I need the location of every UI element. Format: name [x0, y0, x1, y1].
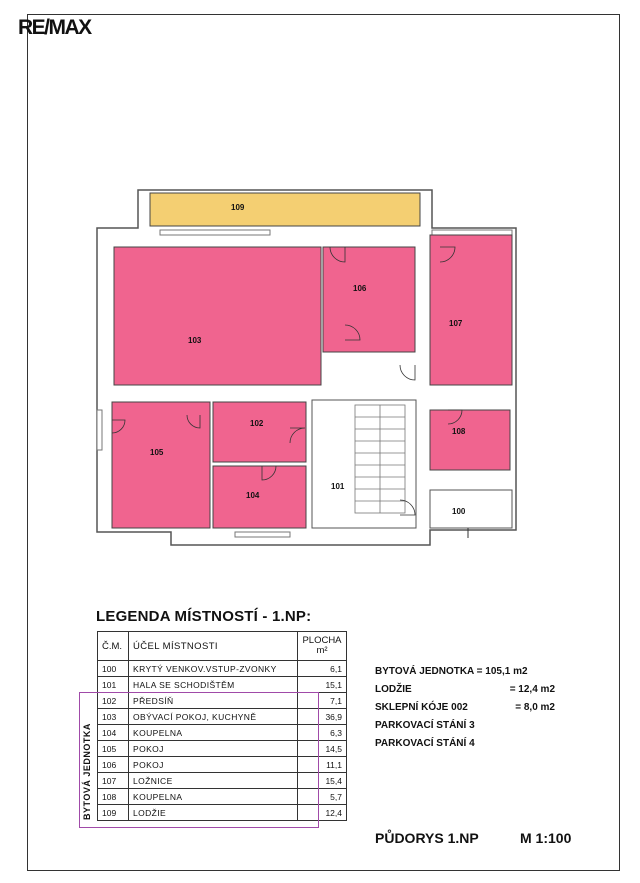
row-use: KOUPELNA [129, 789, 298, 805]
room-104 [213, 466, 306, 528]
header-use: ÚČEL MÍSTNOSTI [129, 632, 298, 661]
summary-row [375, 666, 555, 684]
label-100: 100 [452, 507, 466, 516]
window-bottom-104 [235, 532, 290, 537]
summary-row [375, 702, 555, 720]
row-use: KRYTÝ VENKOV.VSTUP-ZVONKY [129, 661, 298, 677]
unit-bracket [79, 692, 319, 828]
summary-label: PARKOVACÍ STÁNÍ 3 [375, 720, 475, 731]
row-num: 104 [98, 725, 129, 741]
summary-value: = 12,4 m2 [509, 684, 555, 695]
row-num: 105 [98, 741, 129, 757]
row-area: 36,9 [298, 709, 347, 725]
table-row [98, 661, 347, 677]
window-top-107 [432, 230, 512, 235]
room-100 [430, 490, 512, 528]
label-105: 105 [150, 448, 164, 457]
table-row [98, 677, 347, 693]
row-use: HALA SE SCHODIŠTĚM [129, 677, 298, 693]
summary-row [375, 684, 555, 702]
room-106 [323, 247, 415, 352]
label-107: 107 [449, 319, 463, 328]
summary-value: = 8,0 m2 [515, 702, 555, 713]
row-num: 103 [98, 709, 129, 725]
row-use: LOŽNICE [129, 773, 298, 789]
row-num: 101 [98, 677, 129, 693]
label-106: 106 [353, 284, 367, 293]
row-use: PŘEDSÍŇ [129, 693, 298, 709]
summary-row [375, 720, 555, 738]
row-use: OBÝVACÍ POKOJ, KUCHYNĚ [129, 709, 298, 725]
row-num: 106 [98, 757, 129, 773]
header-area-label: PLOCHA [302, 635, 342, 646]
area-summary [375, 666, 555, 756]
room-105 [112, 402, 210, 528]
label-103: 103 [188, 336, 202, 345]
row-area: 11,1 [298, 757, 347, 773]
label-102: 102 [250, 419, 264, 428]
row-use: KOUPELNA [129, 725, 298, 741]
row-use: POKOJ [129, 757, 298, 773]
row-area: 15,1 [298, 677, 347, 693]
label-108: 108 [452, 427, 466, 436]
row-num: 107 [98, 773, 129, 789]
label-101: 101 [331, 482, 345, 491]
label-109: 109 [231, 203, 245, 212]
row-area: 7,1 [298, 693, 347, 709]
remax-logo: RE/MAX [18, 16, 91, 39]
row-num: 108 [98, 789, 129, 805]
row-area: 15,4 [298, 773, 347, 789]
room-109 [150, 193, 420, 226]
row-use: POKOJ [129, 741, 298, 757]
room-101 [312, 400, 416, 528]
summary-label: SKLEPNÍ KÓJE 002 [375, 702, 468, 713]
plan-scale: M 1:100 [520, 830, 572, 846]
plan-title: PŮDORYS 1.NP [375, 830, 479, 846]
room-108 [430, 410, 510, 470]
unit-label: BYTOVÁ JEDNOTKA [82, 723, 92, 820]
row-area: 5,7 [298, 789, 347, 805]
summary-row [375, 738, 555, 756]
header-area [298, 632, 347, 661]
legend-header-row [98, 632, 347, 661]
window-left-105 [97, 410, 102, 450]
row-num: 100 [98, 661, 129, 677]
summary-label: LODŽIE [375, 684, 412, 695]
legend-title: LEGENDA MÍSTNOSTÍ - 1.NP: [96, 608, 312, 625]
header-area-unit: m² [316, 645, 328, 656]
room-107 [430, 235, 512, 385]
row-num: 102 [98, 693, 129, 709]
header-num: Č.M. [98, 632, 129, 661]
room-103 [114, 247, 321, 385]
row-area: 12,4 [298, 805, 347, 821]
summary-label: BYTOVÁ JEDNOTKA = 105,1 m2 [375, 666, 528, 677]
row-use: LODŽIE [129, 805, 298, 821]
row-num: 109 [98, 805, 129, 821]
summary-label: PARKOVACÍ STÁNÍ 4 [375, 738, 475, 749]
label-104: 104 [246, 491, 260, 500]
window-top-103 [160, 230, 270, 235]
row-area: 6,1 [298, 661, 347, 677]
room-102 [213, 402, 306, 462]
row-area: 6,3 [298, 725, 347, 741]
row-area: 14,5 [298, 741, 347, 757]
